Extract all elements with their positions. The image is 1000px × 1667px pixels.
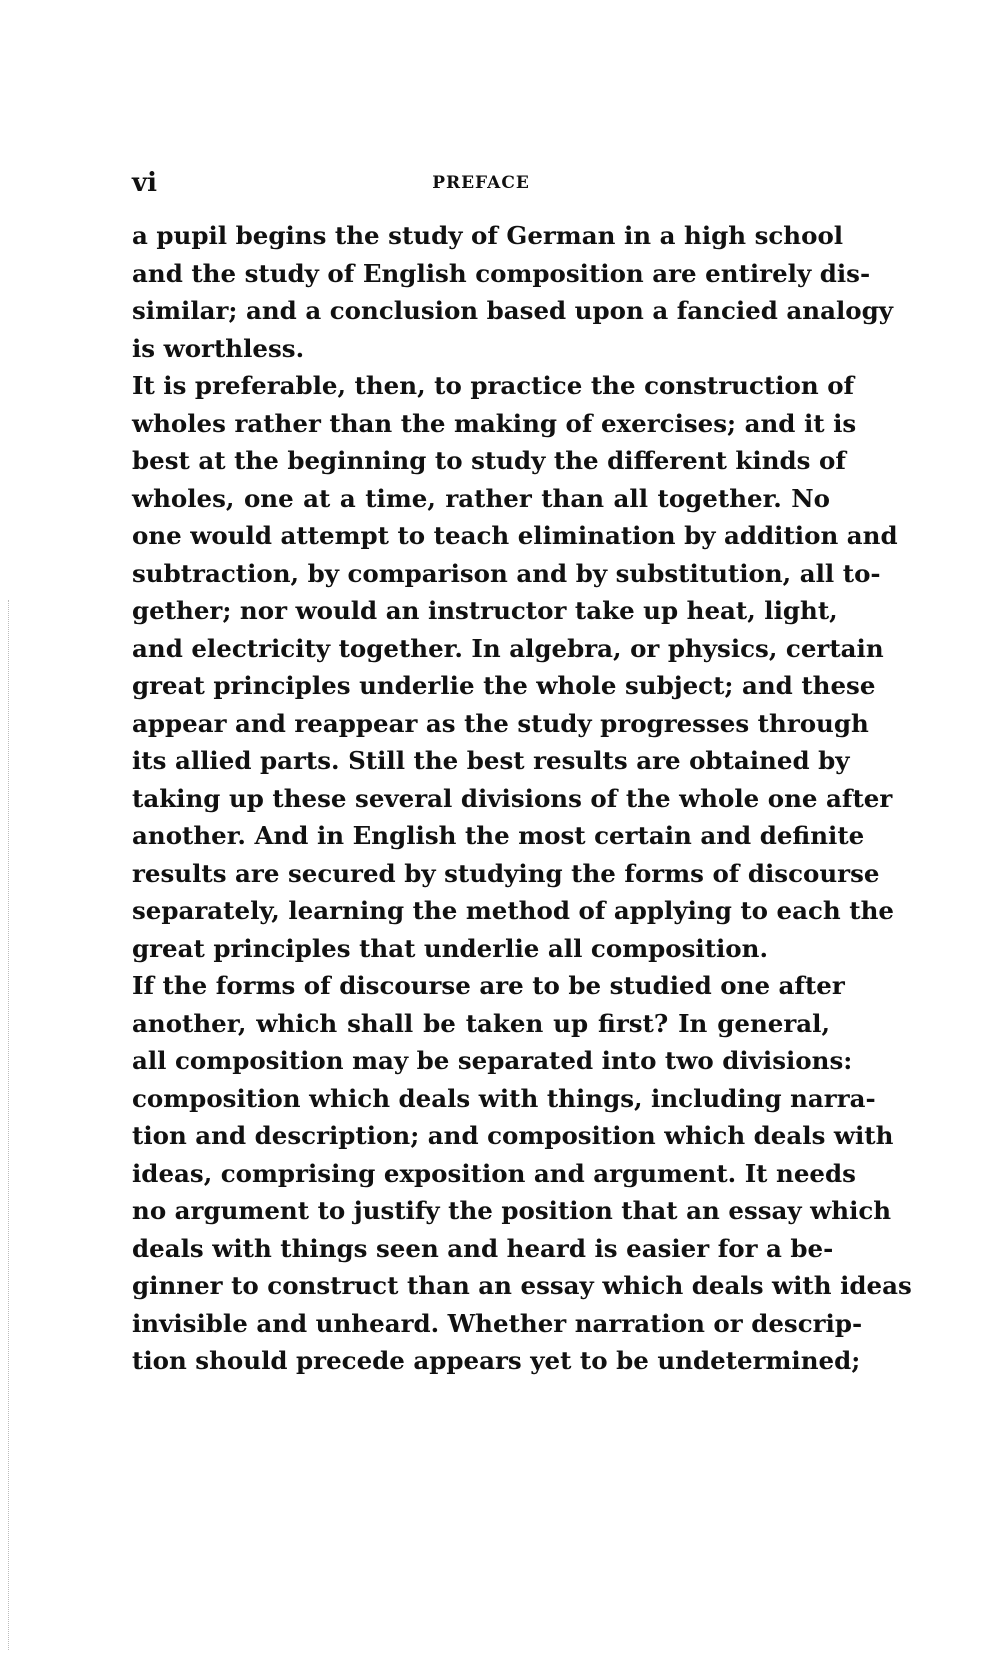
- text-line: its allied parts. Still the best results are obtained by: [132, 746, 850, 775]
- text-line: another. And in English the most certain and definite: [132, 821, 865, 850]
- scan-edge-artifact: [8, 600, 11, 1650]
- text-line: similar; and a conclusion based upon a fancied analogy: [132, 296, 893, 325]
- text-line: gether; nor would an instructor take up heat, light,: [132, 596, 838, 625]
- page-header: [132, 168, 830, 198]
- text-line: is worthless.: [132, 333, 305, 363]
- text-line: a pupil begins the study of German in a high school: [132, 221, 844, 250]
- running-title: PREFACE: [432, 173, 530, 193]
- text-line: great principles that underlie all composition.: [132, 933, 768, 963]
- text-line: tion should precede appears yet to be undetermined;: [132, 1346, 861, 1375]
- text-line: subtraction, by comparison and by substitution, all to-: [132, 558, 881, 588]
- text-line: all composition may be separated into two divisions:: [132, 1046, 853, 1075]
- text-line: wholes, one at a time, rather than all together. No: [132, 483, 830, 513]
- text-line: another, which shall be taken up first? In general,: [132, 1008, 830, 1038]
- text-line: and the study of English composition are entirely dis-: [132, 258, 871, 288]
- text-line: results are secured by studying the forms of discourse: [132, 858, 880, 888]
- text-line: invisible and unheard. Whether narration or descrip-: [132, 1308, 863, 1338]
- text-line: one would attempt to teach elimination by addition and: [132, 521, 898, 550]
- body-text: [132, 217, 912, 1380]
- text-line: ideas, comprising exposition and argument. It needs: [132, 1158, 856, 1188]
- text-line: ginner to construct than an essay which deals with ideas: [132, 1271, 912, 1300]
- text-line: composition which deals with things, including narra-: [132, 1083, 876, 1113]
- text-line: separately, learning the method of applying to each the: [132, 896, 894, 925]
- text-line: deals with things seen and heard is easier for a be-: [132, 1233, 834, 1263]
- text-line: appear and reappear as the study progresses through: [132, 708, 869, 738]
- text-line: no argument to justify the position that an essay which: [132, 1196, 892, 1225]
- text-line: and electricity together. In algebra, or physics, certain: [132, 633, 884, 663]
- text-line: It is preferable, then, to practice the construction of: [132, 371, 855, 400]
- text-line: best at the beginning to study the different kinds of: [132, 446, 846, 475]
- text-line: great principles underlie the whole subject; and these: [132, 671, 876, 700]
- page-number: vi: [132, 168, 157, 198]
- text-line: taking up these several divisions of the whole one after: [132, 783, 893, 813]
- text-line: If the forms of discourse are to be studied one after: [132, 971, 845, 1000]
- text-line: tion and description; and composition which deals with: [132, 1121, 894, 1150]
- text-line: wholes rather than the making of exercises; and it is: [132, 408, 857, 438]
